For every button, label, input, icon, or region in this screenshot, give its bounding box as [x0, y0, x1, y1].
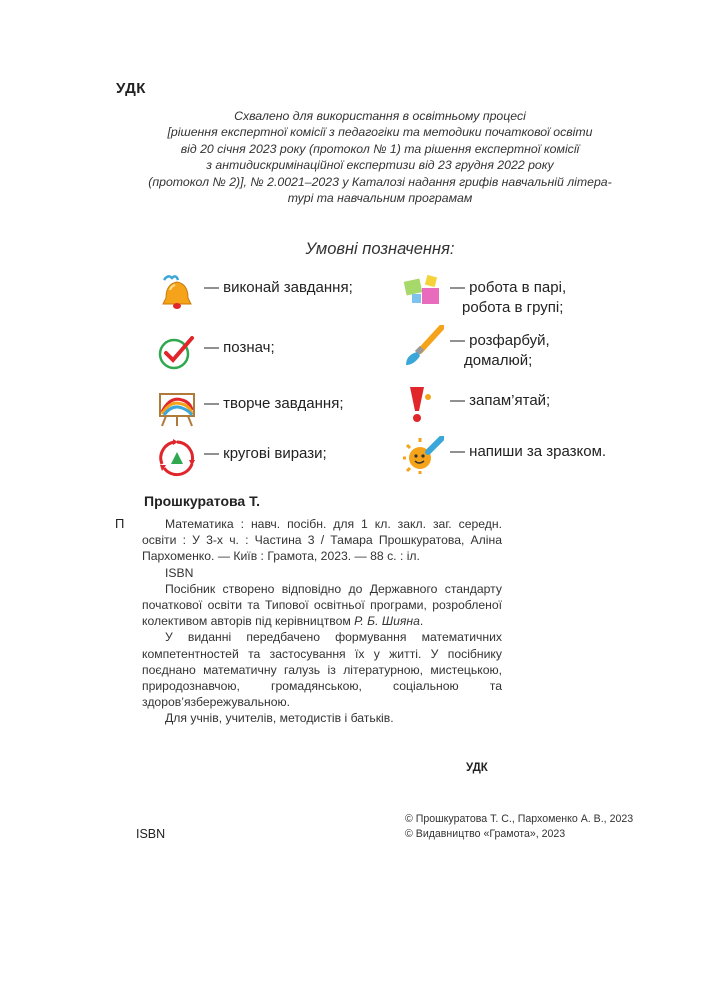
- bell-icon: [156, 272, 198, 312]
- catalog-paragraph-3: Для учнів, учителів, методистів і батьків.: [165, 711, 394, 726]
- circular-arrows-icon: [156, 438, 198, 478]
- legend-text: — кругові вирази;: [204, 445, 327, 462]
- paintbrush-icon: [402, 325, 444, 365]
- legend-text: робота в групі;: [462, 299, 564, 316]
- legend-item-pairwork: [402, 272, 566, 318]
- catalog-udk: УДК: [466, 762, 488, 774]
- approval-statement: [100, 108, 660, 206]
- approval-line: [рішення експертної комісії з педагогіки та методики початкової освіти: [167, 125, 593, 140]
- legend-text: — робота в парі,: [450, 279, 567, 296]
- checkmark-icon: [156, 332, 198, 372]
- legend-item-creative: [156, 388, 344, 428]
- catalog-isbn: ISBN: [165, 565, 194, 580]
- approval-line: з антидискримінаційної експертизи від 23 грудня 2022 року: [206, 158, 554, 173]
- legend-item-mark: [156, 332, 275, 372]
- copyright-block: [405, 812, 633, 842]
- approval-line: від 20 січня 2023 року (протокол № 1) та рішення експертної комісії: [180, 141, 580, 156]
- pencil-sun-icon: [402, 436, 444, 476]
- legend-item-remember: [402, 385, 550, 425]
- legend-title: Умовні позначення:: [305, 240, 455, 258]
- legend-text: — напиши за зразком.: [450, 443, 607, 460]
- legend-text: — творче завдання;: [204, 395, 344, 412]
- legend-text: — виконай завдання;: [204, 279, 353, 296]
- legend-item-task: [156, 272, 353, 312]
- legend-item-color: [402, 325, 550, 371]
- legend-text: домалюй;: [464, 352, 533, 369]
- copyright-publisher: © Видавництво «Грамота», 2023: [405, 828, 566, 840]
- catalog-title: Математика : навч. посібн. для 1 кл. закл. заг. середн. освіти : У 3-х ч. : Частина 3 / Тамара Прошкуратова, Аліна Пархоменко. — Київ : Грамота, 2023. — 88 с. : іл.: [142, 517, 502, 564]
- catalog-paragraph-1: Посібник створено відповідно до Державного стандарту початкової освіти та Типової освітньої програми, розробленої колективом авторів під керівництвом Р. Б. Шияна.: [142, 581, 502, 629]
- footer-isbn: ISBN: [136, 827, 166, 841]
- legend-item-circular: [156, 438, 327, 478]
- catalog-editor: Р. Б. Шияна: [354, 614, 420, 629]
- approval-line: Схвалено для використання в освітньому процесі: [234, 109, 526, 123]
- approval-line: (протокол № 2)], № 2.0021–2023 у Каталозі надання грифів навчальній літера-: [148, 174, 612, 189]
- udk-header: УДК: [116, 80, 146, 97]
- easel-icon: [156, 388, 198, 428]
- catalog-description: [142, 516, 502, 727]
- exclamation-icon: [402, 385, 444, 425]
- catalog-paragraph-2: У виданні передбачено формування математичних компетентностей та застосування їх у житті. У посібнику поєднано математичну галузь із літературною, мистецькою, природознавчою, громадянською, соціальною та здоров’язбережувальною.: [142, 630, 502, 710]
- legend-item-sample: [402, 436, 606, 476]
- legend-text: — розфарбуй,: [450, 332, 550, 349]
- legend-text: — запам’ятай;: [450, 392, 551, 409]
- copyright-authors: © Прошкуратова Т. С., Пархоменко А. В., 2023: [405, 813, 634, 825]
- legend-text: — познач;: [204, 339, 275, 356]
- pair-work-icon: [402, 272, 444, 312]
- catalog-author: Прошкуратова Т.: [144, 493, 260, 509]
- catalog-letter: П: [115, 516, 125, 531]
- approval-line: турі та навчальним програмам: [287, 191, 473, 206]
